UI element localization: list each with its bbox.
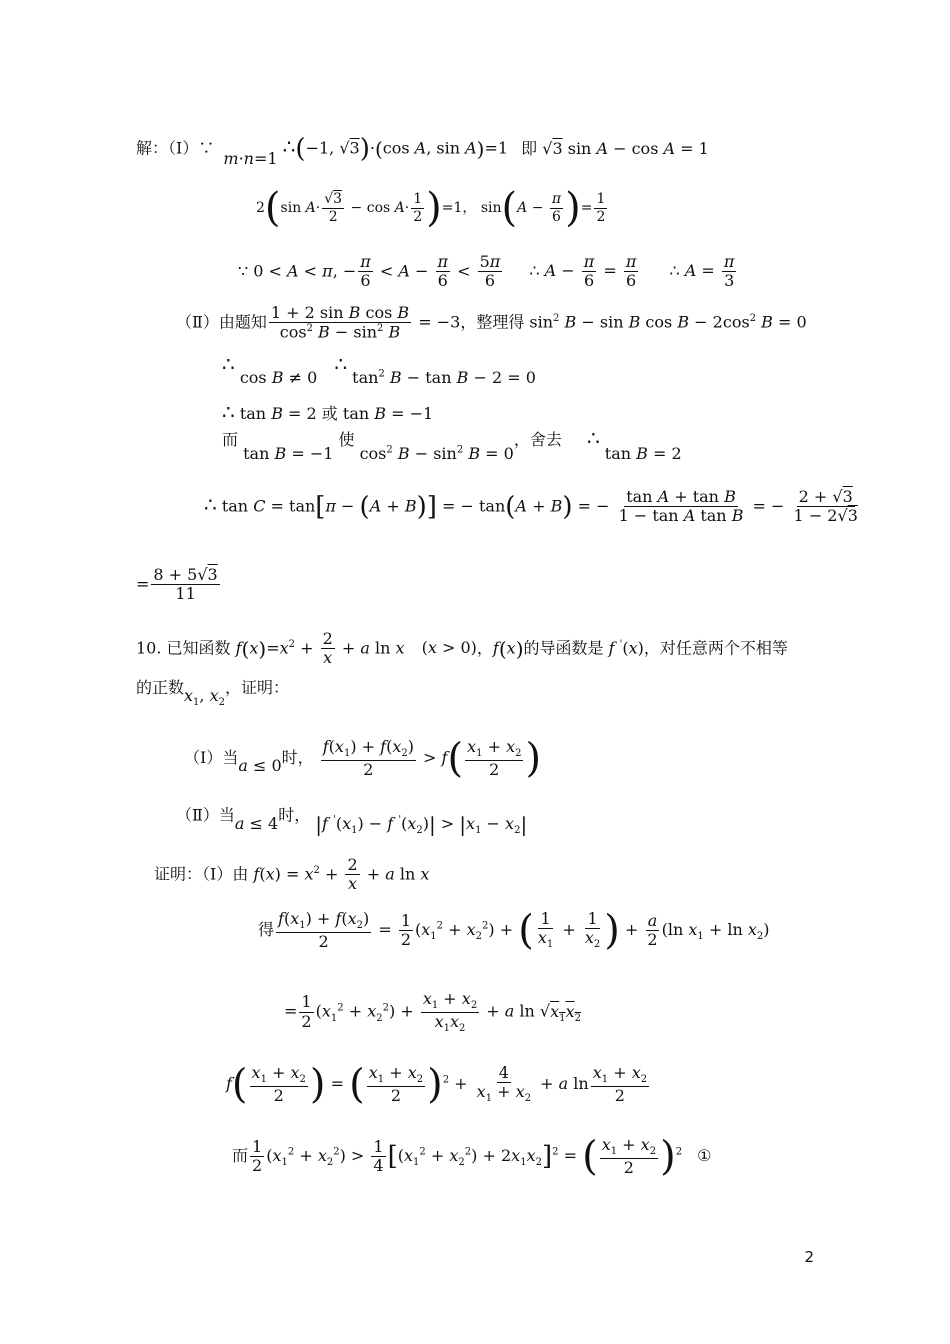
solution-line-9: = $\frac{8 + 5√3}{11}$ [136,565,218,604]
solution-line-7: 而 tan B = −1 使 $\cos^2 B - \sin^2 B = 0$，舍去 ∴ tan B = 2 [222,426,682,463]
solution-line-6: ∴ tan B = 2 或 tan B = −1 [222,400,434,424]
proof-line-1: 证明：（Ⅰ）由 $f(x) = x^2$ + $\frac{2}{x}$ + a ln x [154,855,430,894]
label-jie: 解：（Ⅰ）∵ [136,138,215,158]
solution-line-3: ∵ 0 < A < π, − $\frac{\pi}{6}$ < A − $\frac{\pi}{6}$ < $\frac{5\pi}{6}$ ∴ A − $\frac{\pi}{6}$ = $\frac{\pi}{6}$ ∴ A = $\frac{\pi}{3}$ [238,252,735,291]
vector-dot-product: m·n [223,148,254,168]
proof-line-3: = $\frac{1}{2}$ $(x_1^2 + x_2^2)$ + $\frac{x_1 + x_2}{x_1x_2}$ + a $\ln √x_1x_2$ [284,989,581,1034]
proof-line-4: f( $\frac{x_1 + x_2}{2}$ ) = ( $\frac{x_1 + x_2}{2}$ )$^2$ + $\frac{4}{x_1 + x_2}$ + a ln $\frac{x_1 + x_2}{2}$ [226,1061,648,1108]
problem-10-continuation: 的正数$x_1$, $x_2$，证明： [136,678,290,709]
solution-line-1: 解：（Ⅰ）∵ m·n=1 ∴(−1, √3)·(cos A, sin A)=1 即 √3 sin A − cos A = 1 [136,134,709,168]
solution-line-2: 2(sin A· $\frac{√3}{2}$ − cos A· $\frac{1}{2}$ )=1， sin(A − $\frac{\pi}{6}$ )= $\frac{1}{2}$ [256,185,606,231]
solution-line-4: （Ⅱ）由题知 $\frac{\text{1 + 2 sin B cos B}}{\cos^2 B - \sin^2 B}$ = −3，整理得 $\sin^2 B - \sin B$ $\cos B - 2\cos^2$ B = 0 [176,303,807,342]
page-number: 2 [804,1248,814,1266]
problem-part-2: （Ⅱ）当a ≤ 4时， |f $'(x_1) - f$ $'(x_2)| > |x_1 - x_2|$ [176,805,528,836]
solution-line-5: ∴ cos B ≠ 0 ∴ $\tan^2 B - \tan B - 2 = 0$ [222,352,536,387]
solution-line-8: ∴ tan C = tan[π − (A + B)] = − tan(A + B) = − $\frac{\text{tan A + tan B}}{\text{1 − tan A tan B}}$ = − $\frac{2 + √3}{1 - 2√3}$ [204,487,858,526]
problem-10-statement: 10. 已知函数 $f(x)=x^2$ + $\frac{2}{x}$ + a ln x (x > 0)，f(x)的导函数是 f '(x)，对任意两个不相等 [136,629,788,668]
problem-part-1: （Ⅰ）当a ≤ 0时， $\frac{f(x_1) + f(x_2)}{2}$ > f( $\frac{x_1 + x_2}{2}$ ) [184,735,542,782]
proof-line-2: 得 $\frac{f(x_1) + f(x_2)}{2}$ = $\frac{1}{2}$ $(x_1^2 + x_2^2)$ + ( $\frac{1}{x_1}$ + $\frac{1}{x_2}$ ) + $\frac{a}{2}$ (ln $x_1 + \ln x_2$) [258,907,770,954]
proof-line-5: 而 $\frac{1}{2}$ $(x_1^2 + x_2^2)$ > $\frac{1}{4}$ $[(x_1^2 + x_2^2) + 2x_1x_2]^2$ = ( $\frac{x_1 + x_2}{2}$ )$^2$ ① [232,1133,712,1180]
